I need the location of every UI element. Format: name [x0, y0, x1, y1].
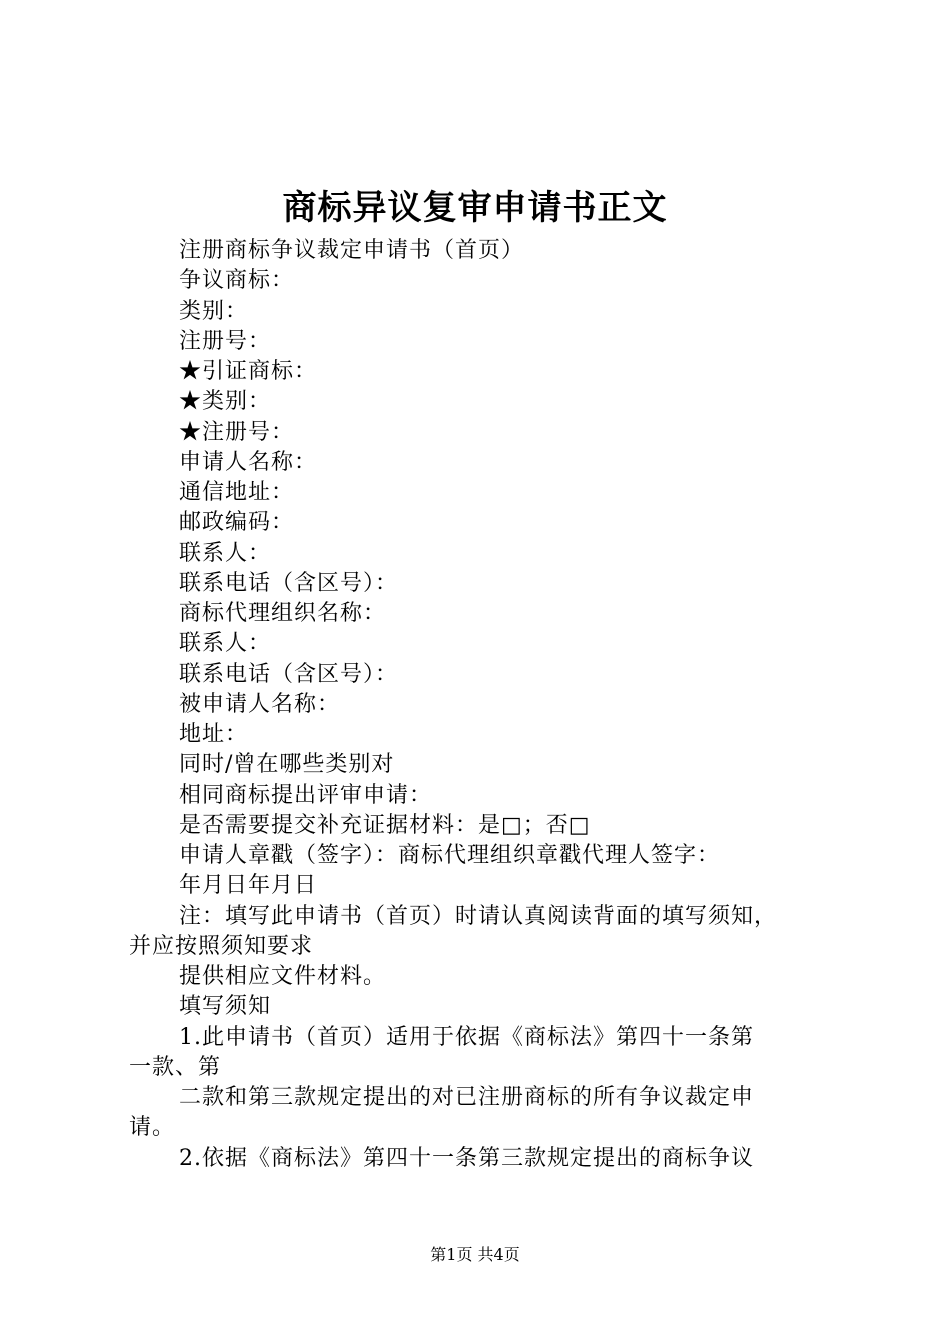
- text-line: 联系人：: [179, 631, 272, 657]
- document-body: [129, 236, 844, 1174]
- text-line: 联系人：: [179, 540, 272, 566]
- text-line: ★注册号：: [179, 419, 295, 445]
- text-line: 同时/曾在哪些类别对: [179, 752, 395, 778]
- text-line: 类别：: [179, 298, 249, 324]
- text-line: 通信地址：: [179, 480, 295, 505]
- text-line: 邮政编码：: [179, 510, 295, 536]
- page-footer: 第1页 共4页: [430, 1245, 520, 1264]
- note-line-2: 并应按照须知要求: [129, 933, 314, 959]
- text-line: 注册商标争议裁定申请书（首页）: [179, 238, 525, 263]
- text-line: 争议商标：: [179, 268, 295, 294]
- instruction-item-1-line-1: 1.此申请书（首页）适用于依据《商标法》第四十一条第: [179, 1024, 754, 1050]
- instruction-item-1-line-2: 一款、第: [129, 1054, 222, 1080]
- text-line: 被申请人名称：: [179, 691, 341, 717]
- text-line: 申请人章戳（签字）：商标代理组织章戳代理人签字：: [179, 843, 721, 868]
- text-line: 相同商标提出评审申请：: [179, 782, 433, 808]
- text-line: 地址：: [179, 722, 249, 747]
- note-line-3: 提供相应文件材料。: [179, 964, 387, 989]
- note-line-1: 注：填写此申请书（首页）时请认真阅读背面的填写须知，: [179, 903, 778, 929]
- text-line: 联系电话（含区号）：: [179, 661, 399, 687]
- text-line: ★引证商标：: [179, 359, 318, 384]
- text-line: 申请人名称：: [179, 449, 318, 475]
- text-line: 是否需要提交补充证据材料：是□；否□: [179, 812, 591, 838]
- instructions-heading: 填写须知: [179, 994, 272, 1020]
- text-line: ★类别：: [179, 389, 272, 415]
- text-line: 年月日年月日: [179, 873, 318, 899]
- instruction-item-2-line-1: 2.依据《商标法》第四十一条第三款规定提出的商标争议: [179, 1145, 754, 1171]
- page-title: 商标异议复审申请书正文: [282, 188, 668, 228]
- instruction-item-1-line-3: 二款和第三款规定提出的对已注册商标的所有争议裁定申: [179, 1085, 755, 1110]
- text-line: 联系电话（含区号）：: [179, 570, 399, 596]
- text-line: 注册号：: [179, 328, 272, 354]
- instruction-item-1-line-4: 请。: [129, 1115, 176, 1141]
- text-line: 商标代理组织名称：: [179, 601, 387, 626]
